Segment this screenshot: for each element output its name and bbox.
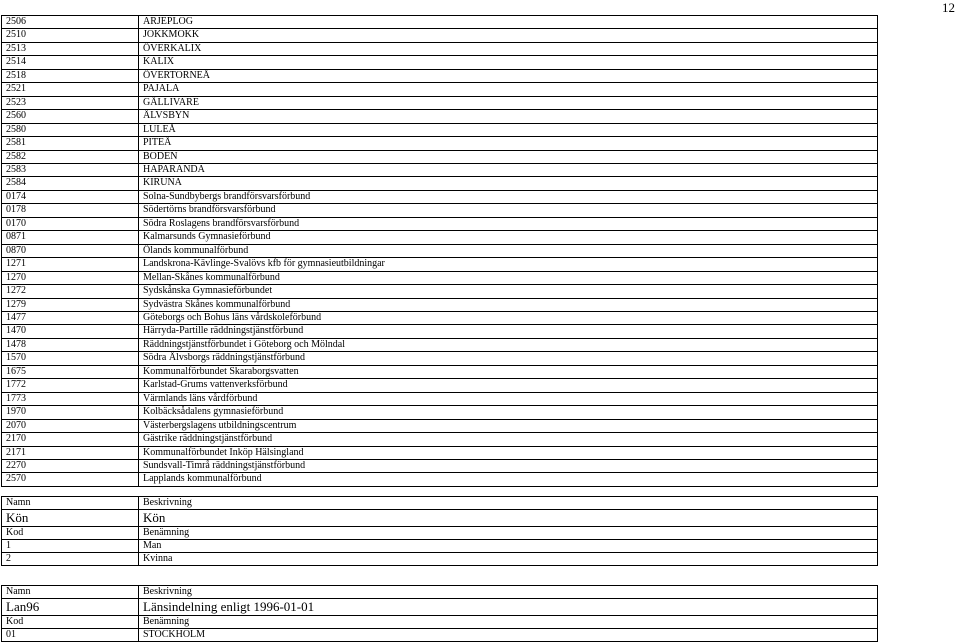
code-cell: 1773: [2, 392, 139, 405]
code-cell: 1: [2, 540, 139, 553]
code-cell: 2581: [2, 137, 139, 150]
name-cell: Södra Roslagens brandförsvarsförbund: [139, 217, 878, 230]
subheader-kod: Kod: [2, 527, 139, 540]
table-row: [2, 285, 878, 298]
name-cell: HAPARANDA: [139, 163, 878, 176]
code-cell: 2582: [2, 150, 139, 163]
code-cell: 1272: [2, 285, 139, 298]
variable-name: Kön: [2, 510, 139, 527]
code-cell: 2584: [2, 177, 139, 190]
name-cell: Kommunalförbundet Inköp Hälsingland: [139, 446, 878, 459]
code-cell: 2523: [2, 96, 139, 109]
code-cell: 2514: [2, 56, 139, 69]
code-cell: 01: [2, 629, 139, 642]
table-row: [2, 325, 878, 338]
table-row: [2, 217, 878, 230]
name-cell: Kolbäcksådalens gymnasieförbund: [139, 406, 878, 419]
name-cell: Södertörns brandförsvarsförbund: [139, 204, 878, 217]
name-cell: JOKKMOKK: [139, 29, 878, 42]
name-cell: Göteborgs och Bohus läns vårdskoleförbund: [139, 311, 878, 324]
table-row: [2, 96, 878, 109]
header-namn: Namn: [2, 497, 139, 510]
table-row: [2, 69, 878, 82]
table-row: [2, 365, 878, 378]
table-row: [2, 629, 878, 642]
code-cell: 1675: [2, 365, 139, 378]
code-cell: 1270: [2, 271, 139, 284]
name-cell: Man: [139, 540, 878, 553]
code-cell: 2506: [2, 16, 139, 29]
name-cell: Sydskånska Gymnasieförbundet: [139, 285, 878, 298]
code-cell: 1970: [2, 406, 139, 419]
code-cell: 0871: [2, 231, 139, 244]
code-cell: 2518: [2, 69, 139, 82]
table-header-row: [2, 586, 878, 599]
table-row: [2, 204, 878, 217]
table-row: [2, 419, 878, 432]
kon-table: [1, 496, 878, 566]
header-beskrivning: Beskrivning: [139, 497, 878, 510]
subheader-benamning: Benämning: [139, 527, 878, 540]
name-cell: Värmlands läns vårdförbund: [139, 392, 878, 405]
name-cell: Mellan-Skånes kommunalförbund: [139, 271, 878, 284]
name-cell: Gästrike räddningstjänstförbund: [139, 433, 878, 446]
name-cell: BODEN: [139, 150, 878, 163]
name-cell: Sydvästra Skånes kommunalförbund: [139, 298, 878, 311]
table-row: [2, 311, 878, 324]
name-cell: Ölands kommunalförbund: [139, 244, 878, 257]
name-cell: ARJEPLOG: [139, 16, 878, 29]
code-cell: 2: [2, 553, 139, 566]
table-row: [2, 379, 878, 392]
name-cell: Sundsvall-Timrå räddningstjänstförbund: [139, 459, 878, 472]
code-cell: 0870: [2, 244, 139, 257]
variable-name: Lan96: [2, 599, 139, 616]
code-cell: 2070: [2, 419, 139, 432]
name-cell: Härryda-Partille räddningstjänstförbund: [139, 325, 878, 338]
table-row: [2, 83, 878, 96]
table-row: [2, 433, 878, 446]
code-cell: 2560: [2, 110, 139, 123]
table-row: [2, 137, 878, 150]
name-cell: Kvinna: [139, 553, 878, 566]
table-row: [2, 446, 878, 459]
name-cell: Kommunalförbundet Skaraborgsvatten: [139, 365, 878, 378]
name-cell: GÄLLIVARE: [139, 96, 878, 109]
code-cell: 2171: [2, 446, 139, 459]
table-row: [2, 473, 878, 486]
name-cell: Södra Älvsborgs räddningstjänstförbund: [139, 352, 878, 365]
code-cell: 1470: [2, 325, 139, 338]
name-cell: KIRUNA: [139, 177, 878, 190]
code-cell: 0170: [2, 217, 139, 230]
table-row: [2, 150, 878, 163]
name-cell: LULEÅ: [139, 123, 878, 136]
code-cell: 1279: [2, 298, 139, 311]
table-row: [2, 244, 878, 257]
name-cell: Solna-Sundbybergs brandförsvarsförbund: [139, 190, 878, 203]
code-cell: 1478: [2, 338, 139, 351]
table-row: [2, 42, 878, 55]
code-cell: 1271: [2, 258, 139, 271]
table-row: [2, 123, 878, 136]
table-title-row: [2, 599, 878, 616]
name-cell: KALIX: [139, 56, 878, 69]
name-cell: PITEÅ: [139, 137, 878, 150]
table-row: [2, 190, 878, 203]
name-cell: Karlstad-Grums vattenverksförbund: [139, 379, 878, 392]
codes-table: [1, 15, 878, 487]
name-cell: ÖVERKALIX: [139, 42, 878, 55]
table-title-row: [2, 510, 878, 527]
name-cell: ÖVERTORNEÅ: [139, 69, 878, 82]
table-row: [2, 177, 878, 190]
variable-description: Kön: [139, 510, 878, 527]
table-row: [2, 163, 878, 176]
code-cell: 0174: [2, 190, 139, 203]
code-cell: 2270: [2, 459, 139, 472]
code-cell: 2510: [2, 29, 139, 42]
table-row: [2, 406, 878, 419]
table-subheader-row: [2, 616, 878, 629]
name-cell: STOCKHOLM: [139, 629, 878, 642]
variable-description: Länsindelning enligt 1996-01-01: [139, 599, 878, 616]
code-cell: 0178: [2, 204, 139, 217]
header-namn: Namn: [2, 586, 139, 599]
name-cell: Västerbergslagens utbildningscentrum: [139, 419, 878, 432]
table-row: [2, 338, 878, 351]
table-row: [2, 29, 878, 42]
code-cell: 2513: [2, 42, 139, 55]
name-cell: Lapplands kommunalförbund: [139, 473, 878, 486]
name-cell: Landskrona-Kävlinge-Svalövs kfb för gymnasieutbildningar: [139, 258, 878, 271]
table-row: [2, 459, 878, 472]
table-row: [2, 298, 878, 311]
code-cell: 1570: [2, 352, 139, 365]
subheader-benamning: Benämning: [139, 616, 878, 629]
name-cell: PAJALA: [139, 83, 878, 96]
table-row: [2, 540, 878, 553]
lan-table: [1, 585, 878, 642]
table-row: [2, 392, 878, 405]
name-cell: ÄLVSBYN: [139, 110, 878, 123]
table-row: [2, 553, 878, 566]
table-row: [2, 352, 878, 365]
code-cell: 1477: [2, 311, 139, 324]
code-cell: 2570: [2, 473, 139, 486]
code-cell: 2521: [2, 83, 139, 96]
table-row: [2, 271, 878, 284]
table-row: [2, 56, 878, 69]
code-cell: 2583: [2, 163, 139, 176]
name-cell: Räddningstjänstförbundet i Göteborg och Mölndal: [139, 338, 878, 351]
table-subheader-row: [2, 527, 878, 540]
page-number: 12: [942, 0, 955, 15]
code-cell: 2170: [2, 433, 139, 446]
header-beskrivning: Beskrivning: [139, 586, 878, 599]
subheader-kod: Kod: [2, 616, 139, 629]
name-cell: Kalmarsunds Gymnasieförbund: [139, 231, 878, 244]
table-row: [2, 110, 878, 123]
table-header-row: [2, 497, 878, 510]
code-cell: 2580: [2, 123, 139, 136]
code-cell: 1772: [2, 379, 139, 392]
table-row: [2, 16, 878, 29]
table-row: [2, 231, 878, 244]
table-row: [2, 258, 878, 271]
